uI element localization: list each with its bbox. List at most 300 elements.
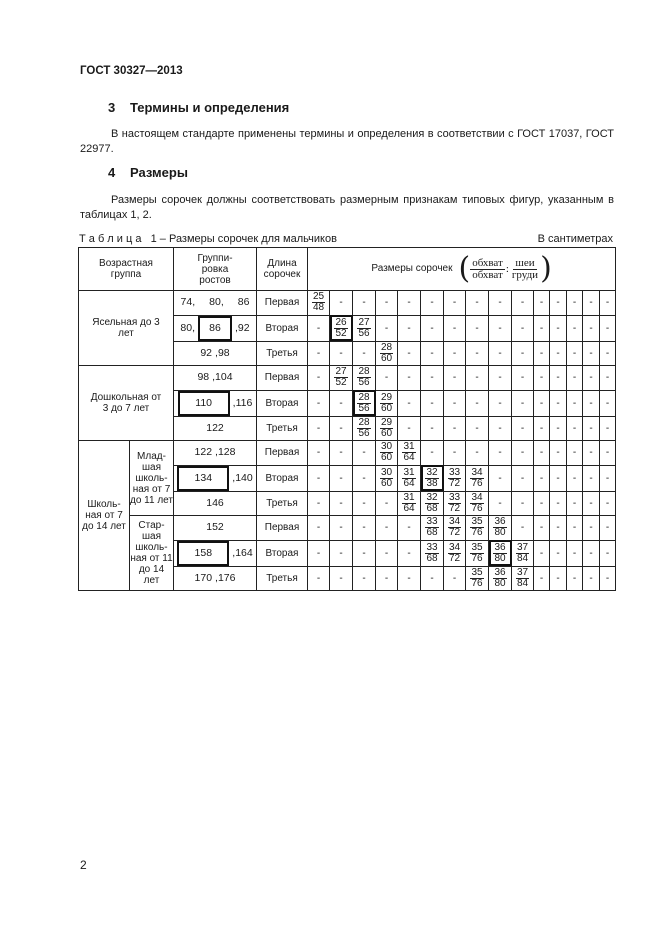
size-cell [398, 315, 421, 341]
neck-girth: 29 [380, 391, 393, 403]
size-cell [308, 341, 330, 366]
chest-girth: 60 [380, 477, 393, 489]
size-fraction [402, 442, 415, 463]
size-cell [489, 390, 512, 416]
length-cell: Третья [257, 566, 308, 591]
empty-dash: - [316, 572, 321, 584]
empty-dash: - [452, 422, 457, 434]
empty-dash: - [498, 447, 502, 459]
size-cell [308, 416, 330, 441]
size-cell [600, 291, 616, 316]
size-cell [444, 540, 466, 566]
size-cell [466, 441, 489, 466]
size-cell [583, 516, 600, 541]
size-cell [489, 416, 512, 441]
empty-dash: - [556, 497, 560, 509]
empty-dash: - [339, 447, 343, 459]
size-cell [512, 291, 534, 316]
chest-girth: 68 [426, 552, 438, 564]
empty-dash: - [384, 322, 389, 334]
size-cell [398, 465, 421, 491]
size-cell [550, 416, 567, 441]
size-cell [376, 441, 398, 466]
empty-dash: - [407, 547, 411, 559]
chest-girth: 52 [335, 327, 347, 339]
heights-cell [174, 491, 257, 516]
size-cell [398, 516, 421, 541]
length-cell: Первая [257, 516, 308, 541]
size-cell [550, 291, 567, 316]
empty-dash: - [520, 422, 525, 434]
size-cell [421, 315, 444, 341]
empty-dash: - [556, 547, 560, 559]
empty-dash: - [556, 522, 560, 534]
neck-girth: 31 [403, 491, 415, 503]
size-cell [550, 341, 567, 366]
empty-dash: - [520, 347, 525, 359]
empty-dash: - [589, 547, 593, 559]
size-cell [421, 540, 444, 566]
empty-dash: - [605, 397, 610, 409]
size-cell [534, 291, 550, 316]
size-cell [512, 341, 534, 366]
size-fraction [425, 543, 438, 564]
chest-girth: 64 [403, 452, 415, 464]
empty-dash: - [384, 297, 389, 309]
size-cell [398, 441, 421, 466]
size-cell [583, 465, 600, 491]
size-cell [353, 566, 376, 591]
length-cell: Вторая [257, 315, 308, 341]
length-cell: Первая [257, 366, 308, 391]
height-value: 80, [209, 296, 224, 309]
size-cell [376, 366, 398, 391]
empty-dash: - [498, 422, 502, 434]
chest-girth: 80 [494, 577, 506, 589]
empty-dash: - [384, 497, 389, 509]
empty-dash: - [539, 497, 544, 509]
chest-girth: 76 [471, 502, 483, 514]
size-fraction [448, 468, 461, 489]
section-4-number: 4 [108, 165, 116, 180]
size-cell [330, 540, 353, 566]
empty-dash: - [539, 522, 544, 534]
empty-dash: - [430, 397, 434, 409]
empty-dash: - [556, 322, 560, 334]
header-sizes-label: Размеры сорочек [371, 263, 453, 274]
size-cell [330, 516, 353, 541]
empty-dash: - [339, 297, 343, 309]
size-cell [489, 516, 512, 541]
section-3-number: 3 [108, 100, 116, 115]
chest-girth: 68 [426, 502, 438, 514]
size-cell [567, 465, 583, 491]
size-cell [308, 315, 330, 341]
empty-dash: - [539, 422, 544, 434]
empty-dash: - [539, 372, 544, 384]
empty-dash: - [572, 347, 577, 359]
empty-dash: - [572, 547, 577, 559]
empty-dash: - [339, 547, 343, 559]
size-cell [330, 366, 353, 391]
size-cell [444, 366, 466, 391]
size-cell [444, 390, 466, 416]
size-cell [489, 491, 512, 516]
size-cell [353, 465, 376, 491]
size-cell [567, 441, 583, 466]
size-cell [330, 491, 353, 516]
size-cell [376, 465, 398, 491]
empty-dash: - [339, 572, 343, 584]
size-cell [489, 540, 512, 566]
chest-girth: 52 [335, 377, 347, 389]
size-fraction [357, 367, 370, 388]
size-cell [583, 315, 600, 341]
size-cell [353, 491, 376, 516]
size-cell [421, 465, 444, 491]
size-cell [444, 491, 466, 516]
size-cell [567, 491, 583, 516]
size-fraction [312, 292, 325, 313]
size-cell [421, 341, 444, 366]
size-cell [489, 566, 512, 591]
size-cell [376, 540, 398, 566]
empty-dash: - [539, 572, 544, 584]
neck-girth: 34 [448, 541, 461, 553]
neck-girth: 29 [380, 416, 393, 428]
size-cell [600, 366, 616, 391]
size-fraction [470, 493, 483, 514]
size-cell [583, 390, 600, 416]
size-cell [353, 416, 376, 441]
empty-dash: - [362, 547, 366, 559]
size-cell [600, 465, 616, 491]
heights-cell [174, 315, 257, 341]
chest-girth: 56 [358, 327, 370, 339]
size-cell [398, 291, 421, 316]
empty-dash: - [556, 297, 560, 309]
size-cell [567, 390, 583, 416]
size-cell [567, 291, 583, 316]
size-cell [534, 491, 550, 516]
size-cell [330, 566, 353, 591]
size-cell [534, 390, 550, 416]
height-value: ,104 [212, 371, 233, 384]
empty-dash: - [475, 397, 479, 409]
size-cell [567, 566, 583, 591]
size-fraction [357, 418, 370, 439]
chest-girth: 60 [380, 352, 393, 364]
size-cell [489, 291, 512, 316]
empty-dash: - [339, 522, 343, 534]
empty-dash: - [407, 397, 411, 409]
size-cell [444, 441, 466, 466]
neck-girth: 27 [358, 316, 370, 328]
chest-girth: 80 [494, 552, 506, 564]
size-cell [512, 516, 534, 541]
size-fraction [380, 343, 393, 364]
heights-cell [174, 516, 257, 541]
empty-dash: - [498, 372, 502, 384]
size-cell [466, 366, 489, 391]
chest-girth: 72 [448, 502, 461, 514]
size-cell [353, 341, 376, 366]
size-fraction [516, 543, 529, 564]
empty-dash: - [316, 447, 321, 459]
page-number: 2 [80, 858, 87, 872]
size-cell [512, 491, 534, 516]
size-cell [398, 491, 421, 516]
neck-girth: 30 [380, 441, 393, 453]
section-4-heading [108, 165, 188, 180]
empty-dash: - [556, 447, 560, 459]
size-cell [583, 441, 600, 466]
empty-dash: - [430, 297, 434, 309]
empty-dash: - [316, 397, 321, 409]
height-value: 98 [197, 371, 210, 384]
empty-dash: - [430, 322, 434, 334]
size-cell [421, 566, 444, 591]
neck-girth: 36 [494, 566, 506, 578]
height-value: ,98 [215, 346, 230, 359]
empty-dash: - [539, 547, 544, 559]
empty-dash: - [605, 572, 610, 584]
empty-dash: - [520, 372, 525, 384]
neck-girth: 35 [471, 516, 483, 528]
size-cell [353, 540, 376, 566]
empty-dash: - [452, 572, 457, 584]
height-value: ,128 [215, 446, 236, 459]
neck-girth: 28 [380, 341, 393, 353]
neck-girth: 28 [358, 391, 370, 403]
height-value: 146 [206, 496, 224, 509]
height-value: 158 [177, 541, 229, 566]
size-cell [534, 465, 550, 491]
size-cell [600, 566, 616, 591]
chest-girth: 84 [516, 552, 529, 564]
table-row [79, 291, 616, 316]
size-cell [421, 291, 444, 316]
size-cell [600, 516, 616, 541]
size-cell [398, 341, 421, 366]
empty-dash: - [589, 397, 593, 409]
size-cell [466, 341, 489, 366]
size-cell [550, 491, 567, 516]
size-cell [600, 416, 616, 441]
size-cell [567, 516, 583, 541]
size-cell [308, 491, 330, 516]
size-cell [600, 491, 616, 516]
size-cell [421, 441, 444, 466]
size-cell [534, 540, 550, 566]
size-cell [534, 315, 550, 341]
size-fraction [470, 517, 483, 538]
size-cell [534, 416, 550, 441]
size-fraction [380, 418, 393, 439]
size-fraction [470, 543, 483, 564]
size-cell [583, 366, 600, 391]
size-cell [398, 416, 421, 441]
table-row [79, 516, 616, 541]
size-cell [376, 491, 398, 516]
empty-dash: - [452, 347, 457, 359]
empty-dash: - [430, 372, 434, 384]
height-value: ,116 [232, 396, 253, 409]
empty-dash: - [407, 372, 411, 384]
length-cell: Вторая [257, 540, 308, 566]
header-age-group: Возрастная группа [79, 248, 174, 291]
height-value: 110 [178, 391, 230, 416]
section-4-text: Размеры сорочек должны соответствовать размерным признакам типовых фигур, указанным в таблицах 1, 2. [80, 194, 614, 221]
formula-bottom-1: обхват [472, 268, 503, 281]
size-cell [550, 390, 567, 416]
size-cell [583, 540, 600, 566]
empty-dash: - [520, 297, 525, 309]
empty-dash: - [362, 472, 366, 484]
empty-dash: - [572, 447, 577, 459]
empty-dash: - [605, 322, 610, 334]
chest-girth: 80 [494, 527, 506, 539]
table-row [79, 441, 616, 466]
chest-girth: 68 [426, 527, 438, 539]
size-cell [308, 291, 330, 316]
group-nursery: Ясельная до 3 лет [79, 291, 174, 366]
size-cell [353, 390, 376, 416]
size-fraction [334, 367, 347, 388]
header-sizes [308, 248, 616, 291]
empty-dash: - [430, 572, 434, 584]
length-cell: Первая [257, 441, 308, 466]
size-cell [600, 540, 616, 566]
size-cell [330, 291, 353, 316]
size-fraction [425, 493, 438, 514]
empty-dash: - [572, 422, 577, 434]
empty-dash: - [384, 547, 389, 559]
size-fraction [357, 393, 370, 414]
size-fraction [380, 393, 393, 414]
empty-dash: - [498, 347, 502, 359]
empty-dash: - [316, 322, 321, 334]
neck-girth: 34 [471, 466, 483, 478]
size-cell [550, 441, 567, 466]
size-cell [353, 366, 376, 391]
section-4-paragraph [80, 193, 614, 222]
size-cell [444, 315, 466, 341]
height-value: ,140 [232, 471, 253, 484]
size-cell [512, 540, 534, 566]
size-fraction [380, 442, 393, 463]
empty-dash: - [589, 322, 593, 334]
heights-cell [174, 540, 257, 566]
empty-dash: - [572, 572, 577, 584]
section-3-heading [108, 100, 289, 115]
size-cell [444, 291, 466, 316]
empty-dash: - [605, 447, 610, 459]
empty-dash: - [362, 347, 366, 359]
size-cell [550, 366, 567, 391]
empty-dash: - [539, 297, 544, 309]
size-cell [398, 540, 421, 566]
size-cell [512, 566, 534, 591]
heights-cell [174, 465, 257, 491]
empty-dash: - [316, 422, 321, 434]
empty-dash: - [475, 297, 479, 309]
size-cell [398, 366, 421, 391]
empty-dash: - [589, 422, 593, 434]
size-cell [421, 366, 444, 391]
chest-girth: 76 [471, 527, 483, 539]
size-cell [444, 416, 466, 441]
length-cell: Третья [257, 491, 308, 516]
neck-girth: 28 [358, 416, 370, 428]
size-cell [444, 516, 466, 541]
empty-dash: - [498, 322, 502, 334]
size-cell [489, 315, 512, 341]
chest-girth: 76 [471, 577, 483, 589]
empty-dash: - [539, 322, 544, 334]
empty-dash: - [430, 422, 434, 434]
size-cell [567, 416, 583, 441]
empty-dash: - [452, 322, 457, 334]
size-cell [353, 441, 376, 466]
empty-dash: - [498, 497, 502, 509]
height-value: 92 [200, 346, 213, 359]
empty-dash: - [520, 322, 525, 334]
empty-dash: - [407, 422, 411, 434]
empty-dash: - [605, 472, 610, 484]
empty-dash: - [430, 347, 434, 359]
size-cell [600, 315, 616, 341]
chest-girth: 64 [403, 502, 415, 514]
length-cell: Вторая [257, 465, 308, 491]
size-fraction [425, 517, 438, 538]
size-cell [444, 465, 466, 491]
size-cell [512, 390, 534, 416]
size-cell [444, 341, 466, 366]
size-cell [512, 465, 534, 491]
neck-girth: 32 [426, 491, 438, 503]
heights-cell [174, 441, 257, 466]
neck-girth: 33 [426, 541, 438, 553]
size-cell [466, 540, 489, 566]
size-cell [489, 341, 512, 366]
size-fraction [448, 517, 461, 538]
neck-girth: 25 [312, 291, 325, 303]
table-row [79, 366, 616, 391]
size-cell [308, 566, 330, 591]
size-cell [534, 441, 550, 466]
group-school: Школь- ная от 7 до 14 лет [79, 441, 130, 591]
empty-dash: - [362, 447, 366, 459]
empty-dash: - [362, 522, 366, 534]
height-value: 152 [206, 521, 224, 534]
empty-dash: - [605, 422, 610, 434]
size-cell [466, 291, 489, 316]
empty-dash: - [452, 447, 457, 459]
formula-bottom-2: груди [511, 268, 539, 281]
neck-girth: 33 [448, 466, 461, 478]
size-cell [421, 390, 444, 416]
empty-dash: - [539, 347, 544, 359]
heights-cell [174, 291, 257, 316]
size-cell [512, 416, 534, 441]
size-cell [489, 465, 512, 491]
empty-dash: - [316, 547, 321, 559]
neck-girth: 26 [335, 316, 347, 328]
size-cell [512, 366, 534, 391]
empty-dash: - [316, 372, 321, 384]
empty-dash: - [589, 447, 593, 459]
